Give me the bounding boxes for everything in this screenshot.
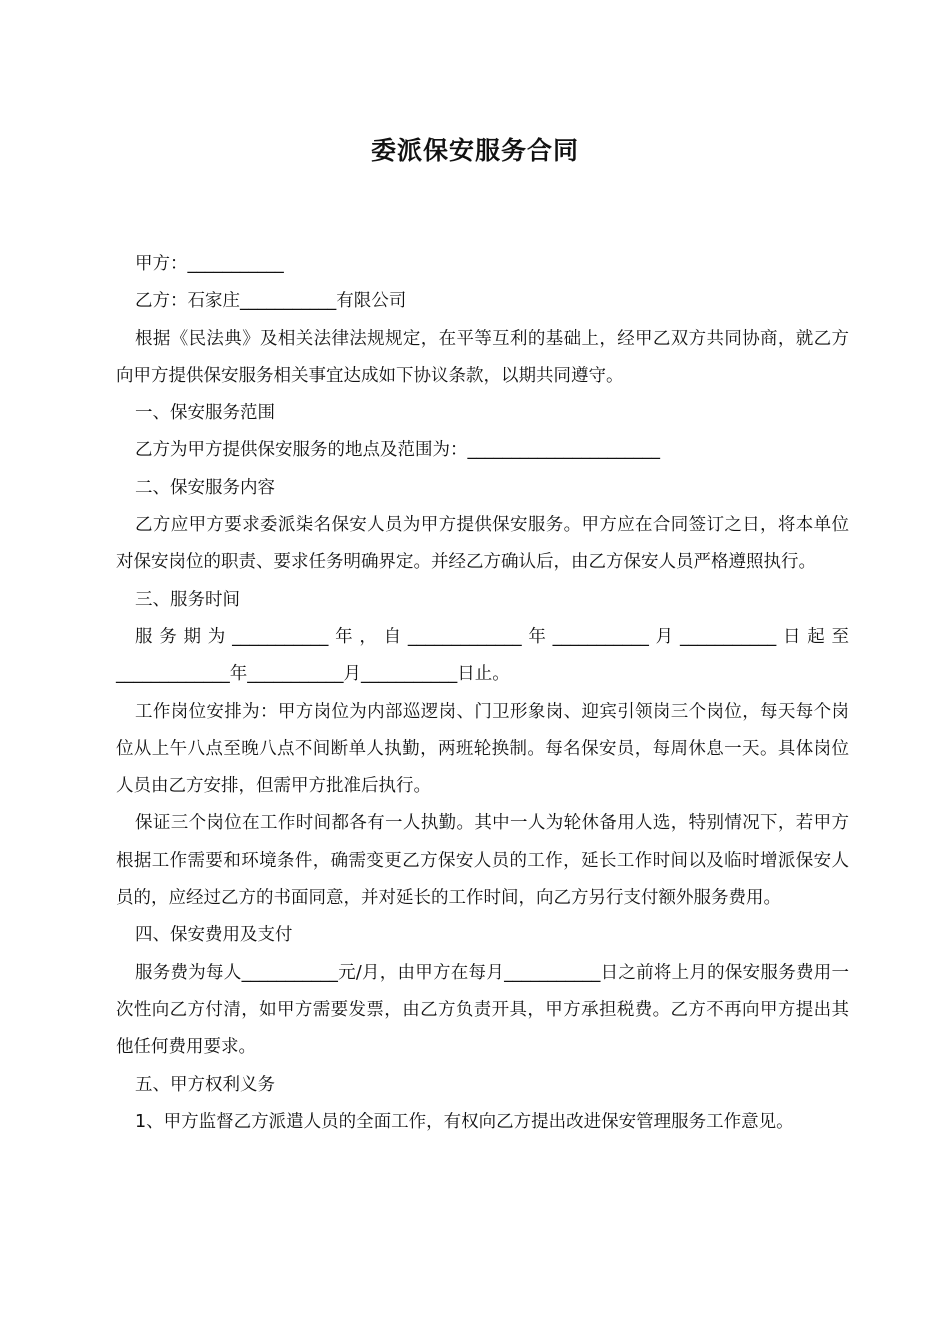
section-2-heading: 二、保安服务内容 (135, 477, 275, 498)
section-3-heading: 三、服务时间 (135, 589, 240, 610)
section-3-duty-guarantee: 保证三个岗位在工作时间都各有一人执勤。其中一人为轮休备用人选，特别情况下，若甲方根据工作需要和环境条件，确需变更乙方保安人员的工作，延长工作时间以及临时增派保安人员的，应经过乙方的书面同意，并对延长的工作时间，向乙方另行支付额外服务费用。 (116, 813, 849, 909)
section-5-item-1: 1、甲方监督乙方派遣人员的全面工作，有权向乙方提出改进保安管理服务工作意见。 (135, 1111, 794, 1132)
section-3-post-arrangement: 工作岗位安排为：甲方岗位为内部巡逻岗、门卫形象岗、迎宾引领岗三个岗位，每天每个岗位从上午八点至晚八点不间断单人执勤，两班轮换制。每名保安员，每周休息一天。具体岗位人员由乙方安排，但需甲方批准后执行。 (116, 701, 849, 797)
party-b-line: 乙方：石家庄___________有限公司 (135, 291, 407, 312)
document-title: 委派保安服务合同 (370, 136, 579, 165)
section-2-text: 乙方应甲方要求委派柒名保安人员为甲方提供保安服务。甲方应在合同签订之日，将本单位对保安岗位的职责、要求任务明确界定。并经乙方确认后，由乙方保安人员严格遵照执行。 (116, 515, 849, 573)
section-3-service-period: 服务期为___________年，自_____________年___________月___________日起至_____________年___________月___________日止。 (116, 626, 849, 685)
section-1-text: 乙方为甲方提供保安服务的地点及范围为：______________________ (135, 440, 660, 461)
section-5-heading: 五、甲方权利义务 (135, 1074, 275, 1095)
section-4-text: 服务费为每人___________元/月，由甲方在每月___________日之前将上月的保安服务费用一次性向乙方付清，如甲方需要发票，由乙方负责开具，甲方承担税费。乙方不再向甲方提出其他任何费用要求。 (116, 962, 849, 1058)
section-4-heading: 四、保安费用及支付 (135, 925, 293, 946)
party-a-line: 甲方：___________ (135, 254, 284, 274)
preamble-paragraph: 根据《民法典》及相关法律法规规定，在平等互利的基础上，经甲乙双方共同协商，就乙方向甲方提供保安服务相关事宜达成如下协议条款，以期共同遵守。 (116, 328, 849, 386)
document-body (116, 246, 849, 1141)
section-1-heading: 一、保安服务范围 (135, 403, 275, 424)
